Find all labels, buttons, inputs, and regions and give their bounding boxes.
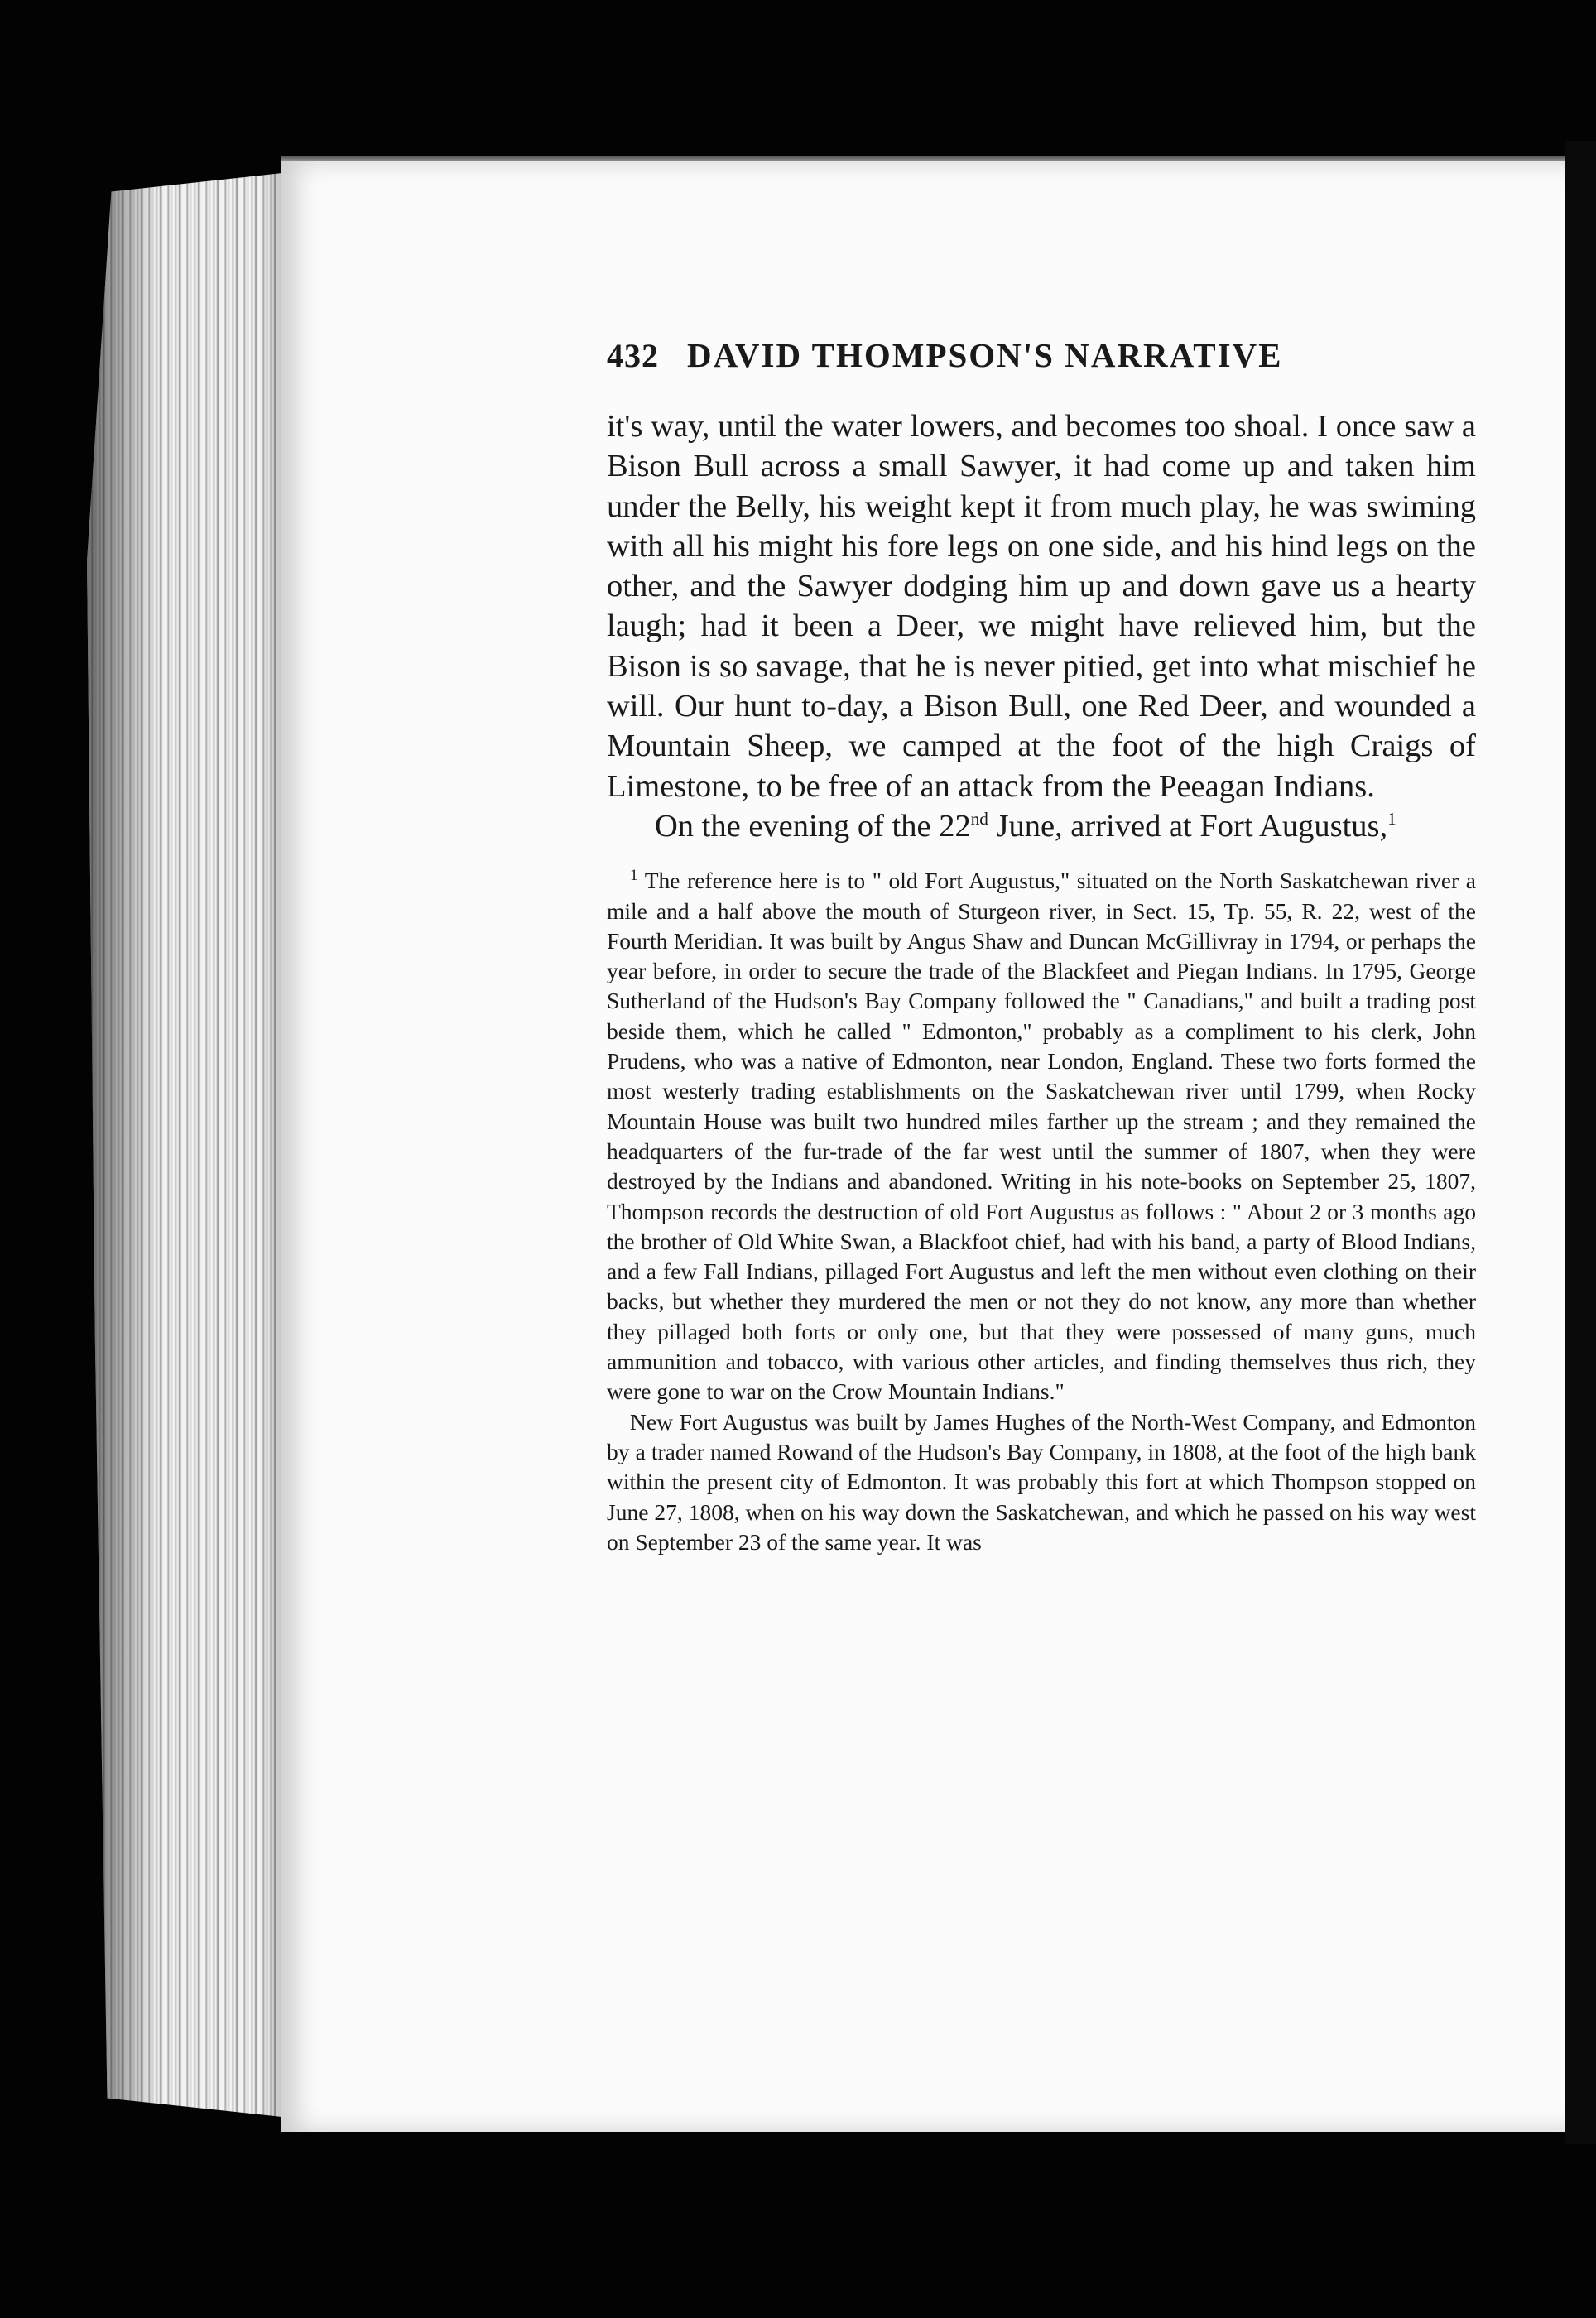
- body-paragraph: it's way, until the water lowers, and becomes too shoal. I once saw a Bison Bull across a small Sawyer, it had come up and taken him under the Belly, his weight kept it from much play, he was swiming with all his might his fore legs on one side, and his hind legs on the other, and the Sawyer dodging him up and down gave us a hearty laugh; had it been a Deer, we might have relieved him, but the Bison is so savage, that he is never pitied, get into what mischief he will. Our hunt to-day, a Bison Bull, one Red Deer, and wounded a Mountain Sheep, we camped at the foot of the high Craigs of Limestone, to be free of an attack from the Peeagan Indians.: [607, 409, 1476, 804]
- footnote-reference: 1: [1387, 809, 1396, 830]
- running-header-title: DAVID THOMPSON'S NARRATIVE: [687, 336, 1283, 374]
- running-header: [607, 335, 1476, 383]
- body-paragraph-2-start: On the evening of the 22: [655, 808, 971, 844]
- footnote-text: The reference here is to " old Fort Augustus," situated on the North Saskatchewan river a mile and a half above the mouth of Sturgeon river, in Sect. 15, Tp. 55, R. 22, west of the Fourth Meridian. It was built by Angus Shaw and Duncan McGillivray in 1794, or perhaps the year before, in order to secure the trade of the Blackfeet and Piegan Indians. In 1795, George Sutherland of the Hudson's Bay Company followed the " Canadians," and built a trading post beside them, which he called " Edmonton," probably as a compliment to his clerk, John Prudens, who was a native of Edmonton, near London, England. These two forts formed the most westerly trading establishments on the Saskatchewan river until 1799, when Rocky Mountain House was built two hundred miles farther up the stream ; and they remained the headquarters of the fur-trade of the far west until the summer of 1807, when they were destroyed by the Indians and abandoned. Writing in his note-books on September 25, 1807, Thompson records the destruction of old Fort Augustus as follows : " About 2 or 3 months ago the brother of Old White Swan, a Blackfoot chief, had with his band, a party of Blood Indians, and a few Fall Indians, pillaged Fort Augustus and left the men without even clothing on their backs, but whether they murdered the men or not they do not know, any more than whether they pillaged both forts or only one, but that they were possessed of many guns, much ammunition and tobacco, with various other articles, and finding themselves thus rich, they were gone to war on the Crow Mountain Indians.": [607, 868, 1476, 1405]
- ordinal-suffix: nd: [970, 809, 988, 830]
- footnotes: [607, 866, 1476, 1557]
- body-paragraph-2: [607, 806, 1476, 846]
- body-paragraph-2-end: June, arrived at Fort Augustus,: [988, 808, 1388, 844]
- footnote-paragraph-2: New Fort Augustus was built by James Hughes of the North-West Company, and Edmonton by a trader named Rowand of the Hudson's Bay Company, in 1808, at the foot of the high bank within the present city of Edmonton. It was probably this fort at which Thompson stopped on June 27, 1808, when on his way down the Saskatchewan, and which he passed on his way west on September 23 of the same year. It was: [607, 1408, 1476, 1555]
- footnote-marker: 1: [630, 867, 638, 885]
- footnote-paragraph: [607, 866, 1476, 1407]
- scan-right-border: [1565, 141, 1596, 2144]
- page-content: [607, 335, 1476, 1557]
- book-page-edges-shadow: [87, 172, 290, 2118]
- page-number: 432: [607, 337, 659, 374]
